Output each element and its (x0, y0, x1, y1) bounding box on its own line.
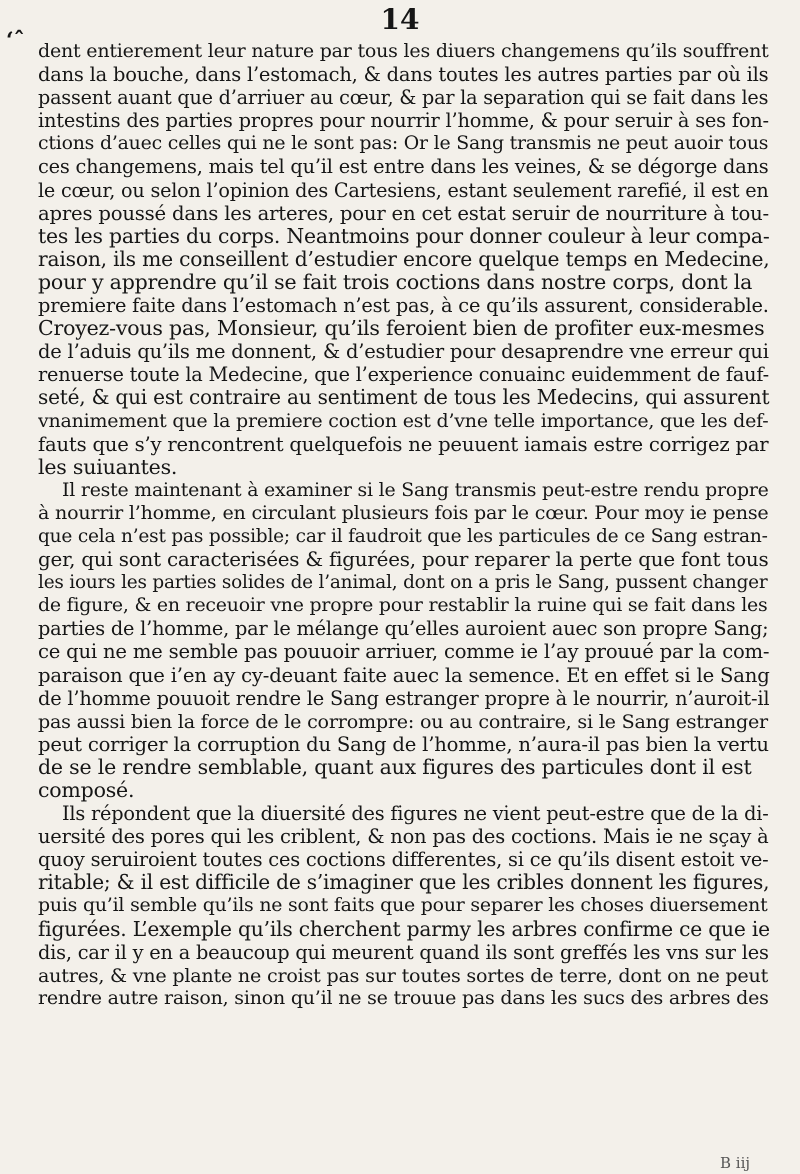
text-line: figurées. L’exemple qu’ils cherchent parmy les arbres confirme ce que ie (38, 917, 770, 941)
text-line: quoy seruiroient toutes ces coctions differentes, si ce qu’ils disent estoit ve- (38, 848, 769, 872)
text-line: tes les parties du corps. Neantmoins pour donner couleur à leur compa- (38, 224, 770, 248)
signature-mark: B iij (720, 1154, 751, 1172)
text-line: dis, car il y en a beaucoup qui meurent quand ils sont greffés les vns sur les (38, 940, 769, 964)
text-line: que cela n’est pas possible; car il faudroit que les particules de ce Sang estran- (38, 525, 768, 547)
text-line: parties de l’homme, par le mélange qu’elles auroient auec son propre Sang; (38, 617, 769, 641)
text-line: intestins des parties propres pour nourrir l’homme, & pour seruir à ses fon- (38, 109, 769, 133)
margin-mark: ‘ˆ (6, 28, 25, 54)
text-line: uersité des pores qui les criblent, & non pas des coctions. Mais ie ne sçay à (38, 825, 769, 849)
text-line: Croyez-vous pas, Monsieur, qu’ils feroient bien de profiter eux-mesmes (38, 317, 765, 341)
text-line: dans la bouche, dans l’estomach, & dans toutes les autres parties par où ils (38, 63, 769, 87)
text-line: paraison que i’en ay cy-deuant faite auec la semence. Et en effet si le Sang (38, 663, 770, 687)
text-line: de figure, & en receuoir vne propre pour restablir la ruine qui se fait dans les (38, 594, 768, 617)
text-line: passent auant que d’arriuer au cœur, & par la separation qui se fait dans les (38, 86, 769, 110)
text-line: ger, qui sont caracterisées & figurées, pour reparer la perte que font tous (38, 548, 769, 572)
text-line: Ils répondent que la diuersité des figures ne vient peut-estre que de la di- (62, 802, 769, 826)
text-line: autres, & vne plante ne croist pas sur toutes sortes de terre, dont on ne peut (38, 963, 769, 987)
text-line: ce qui ne me semble pas pouuoir arriuer, comme ie l’ay prouué par la com- (38, 640, 770, 664)
text-line: rendre autre raison, sinon qu’il ne se trouue pas dans les sucs des arbres des (38, 986, 769, 1009)
text-line: puis qu’il semble qu’ils ne sont faits que pour separer les choses diuersement (38, 894, 768, 917)
text-line: pour y apprendre qu’il se fait trois coctions dans nostre corps, dont la (38, 270, 753, 294)
text-line: les suiuantes. (38, 455, 178, 479)
text-line: Il reste maintenant à examiner si le Sang transmis peut-estre rendu propre (62, 478, 769, 501)
body-text (38, 40, 770, 1010)
text-line: premiere faite dans l’estomach n’est pas, à ce qu’ils assurent, considerable. (38, 294, 769, 318)
text-line: de l’aduis qu’ils me donnent, & d’estudier pour desaprendre vne erreur qui (38, 340, 769, 364)
text-line: le cœur, ou selon l’opinion des Cartesiens, estant seulement rarefié, il est en (38, 178, 769, 202)
text-line: dent entierement leur nature par tous les diuers changemens qu’ils souffrent (38, 40, 769, 62)
text-line: fauts que s’y rencontrent quelquefois ne peuuent iamais estre corrigez par (38, 432, 769, 456)
text-line: peut corriger la corruption du Sang de l’homme, n’aura-il pas bien la vertu (38, 732, 769, 756)
page-number: 14 (380, 3, 420, 36)
text-line: de se le rendre semblable, quant aux figures des particules dont il est (38, 755, 752, 779)
text-line: ces changemens, mais tel qu’il est entre dans les veines, & se dégorge dans (38, 155, 769, 179)
text-line: composé. (38, 779, 135, 802)
text-line: renuerse toute la Medecine, que l’experience conuainc euidemment de fauf- (38, 363, 769, 387)
text-line: seté, & qui est contraire au sentiment de tous les Medecins, qui assurent (38, 386, 770, 410)
text-line: de l’homme pouuoit rendre le Sang estranger propre à le nourrir, n’auroit-il (38, 686, 770, 710)
text-line: raison, ils me conseillent d’estudier encore quelque temps en Medecine, (38, 247, 770, 271)
text-line: les iours les parties solides de l’animal, dont on a pris le Sang, pussent changer (38, 572, 768, 594)
text-line: vnanimement que la premiere coction est d’vne telle importance, que les def- (38, 409, 769, 432)
text-line: ritable; & il est difficile de s’imaginer que les cribles donnent les figures, (38, 871, 770, 895)
text-line: apres poussé dans les arteres, pour en cet estat seruir de nourriture à tou- (38, 201, 769, 225)
text-line: à nourrir l’homme, en circulant plusieurs fois par le cœur. Pour moy ie pense (38, 501, 769, 524)
text-line: ctions d’auec celles qui ne le sont pas: Or le Sang transmis ne peut auoir tous (38, 132, 769, 155)
text-line: pas aussi bien la force de le corrompre: ou au contraire, si le Sang estranger (38, 709, 768, 733)
